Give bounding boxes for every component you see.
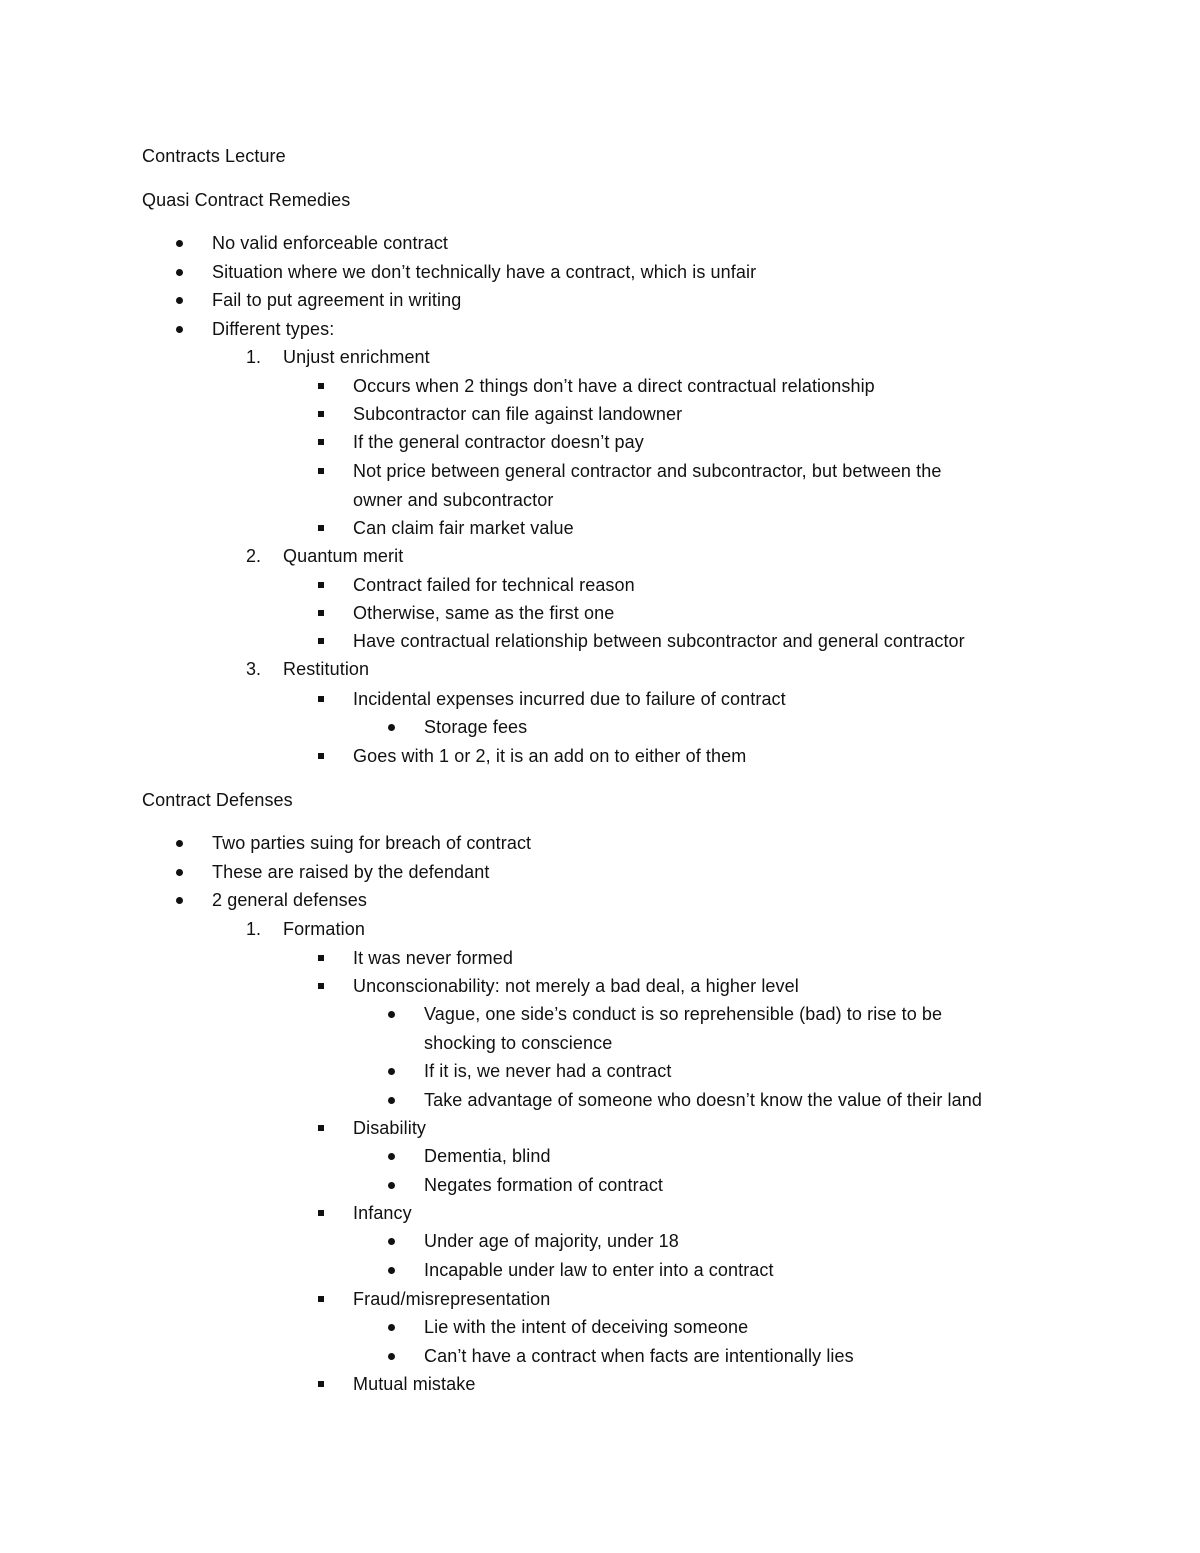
bullet-icon (176, 269, 183, 276)
list-item: Otherwise, same as the first one (353, 603, 615, 623)
square-bullet-icon (318, 955, 324, 961)
list-item: Vague, one side’s conduct is so reprehensible (bad) to rise to be (424, 1004, 943, 1024)
list-item: 2 general defenses (212, 890, 367, 910)
bullet-icon (176, 869, 183, 876)
square-bullet-icon (318, 1125, 324, 1131)
square-bullet-icon (318, 439, 324, 445)
square-bullet-icon (318, 610, 324, 616)
bullet-icon (176, 297, 183, 304)
bullet-icon (388, 1267, 395, 1274)
list-item: Under age of majority, under 18 (424, 1231, 679, 1251)
bullet-icon (388, 1068, 395, 1075)
list-item: It was never formed (353, 948, 513, 968)
list-item: If it is, we never had a contract (424, 1061, 672, 1081)
bullet-icon (388, 1182, 395, 1189)
list-item: Incapable under law to enter into a contract (424, 1260, 774, 1280)
square-bullet-icon (318, 638, 324, 644)
list-item: If the general contractor doesn’t pay (353, 432, 644, 452)
list-item: Restitution (283, 659, 370, 679)
list-item: No valid enforceable contract (212, 233, 449, 253)
list-item: Disability (353, 1118, 427, 1138)
square-bullet-icon (318, 1210, 324, 1216)
section-heading-contract-defenses: Contract Defenses (142, 790, 293, 810)
list-item: Can claim fair market value (353, 518, 574, 538)
bullet-icon (176, 326, 183, 333)
list-item: Infancy (353, 1203, 412, 1223)
bullet-icon (388, 1324, 395, 1331)
list-item: Dementia, blind (424, 1146, 551, 1166)
square-bullet-icon (318, 753, 324, 759)
square-bullet-icon (318, 383, 324, 389)
list-item: Have contractual relationship between subcontractor and general contractor (353, 631, 965, 651)
list-number: 1. (246, 347, 262, 367)
bullet-icon (388, 724, 395, 731)
square-bullet-icon (318, 1381, 324, 1387)
bullet-icon (388, 1011, 395, 1018)
list-item: Not price between general contractor and subcontractor, but between the (353, 461, 942, 481)
square-bullet-icon (318, 983, 324, 989)
list-item: Quantum merit (283, 546, 404, 566)
list-item: Situation where we don’t technically have a contract, which is unfair (212, 262, 757, 282)
bullet-icon (176, 240, 183, 247)
list-number: 1. (246, 919, 262, 939)
list-item: Take advantage of someone who doesn’t know the value of their land (424, 1090, 982, 1110)
square-bullet-icon (318, 582, 324, 588)
list-item-continuation: owner and subcontractor (353, 490, 554, 510)
list-item: Lie with the intent of deceiving someone (424, 1317, 749, 1337)
list-item: Can’t have a contract when facts are intentionally lies (424, 1346, 854, 1366)
list-item: These are raised by the defendant (212, 862, 490, 882)
list-item: Fail to put agreement in writing (212, 290, 462, 310)
bullet-icon (388, 1097, 395, 1104)
list-item: Subcontractor can file against landowner (353, 404, 683, 424)
square-bullet-icon (318, 696, 324, 702)
section-heading-quasi-contract: Quasi Contract Remedies (142, 190, 351, 210)
list-item: Contract failed for technical reason (353, 575, 635, 595)
bullet-icon (176, 840, 183, 847)
list-item-continuation: shocking to conscience (424, 1033, 613, 1053)
document-title: Contracts Lecture (142, 146, 286, 166)
list-item: Goes with 1 or 2, it is an add on to either of them (353, 746, 747, 766)
list-item: Incidental expenses incurred due to failure of contract (353, 689, 786, 709)
bullet-icon (388, 1238, 395, 1245)
list-item: Unconscionability: not merely a bad deal, a higher level (353, 976, 799, 996)
list-item: Storage fees (424, 717, 528, 737)
square-bullet-icon (318, 411, 324, 417)
bullet-icon (388, 1353, 395, 1360)
list-number: 2. (246, 546, 262, 566)
list-item: Unjust enrichment (283, 347, 430, 367)
list-item: Mutual mistake (353, 1374, 476, 1394)
list-item: Different types: (212, 319, 335, 339)
square-bullet-icon (318, 525, 324, 531)
list-item: Negates formation of contract (424, 1175, 664, 1195)
square-bullet-icon (318, 1296, 324, 1302)
list-item: Two parties suing for breach of contract (212, 833, 532, 853)
square-bullet-icon (318, 468, 324, 474)
list-item: Formation (283, 919, 365, 939)
bullet-icon (388, 1153, 395, 1160)
bullet-icon (176, 897, 183, 904)
list-item: Occurs when 2 things don’t have a direct contractual relationship (353, 376, 875, 396)
list-item: Fraud/misrepresentation (353, 1289, 551, 1309)
list-number: 3. (246, 659, 262, 679)
